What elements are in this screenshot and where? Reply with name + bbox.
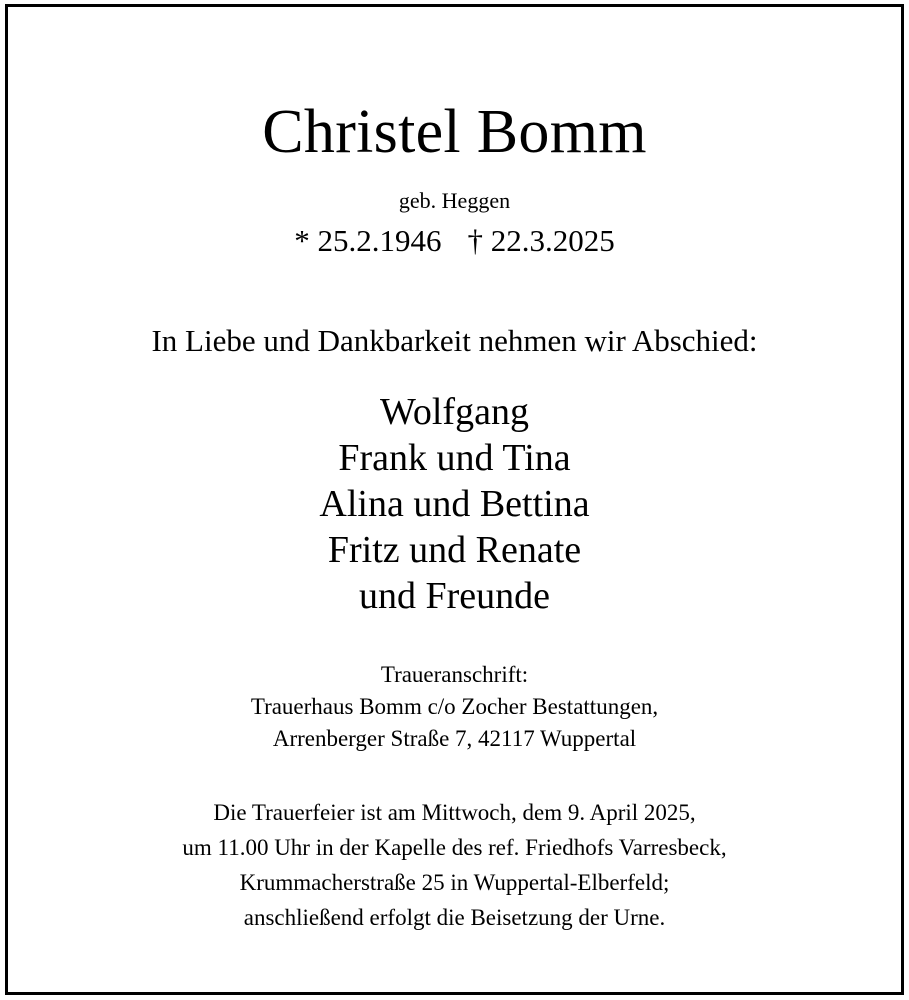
life-dates xyxy=(8,225,901,256)
service-line: um 11.00 Uhr in der Kapelle des ref. Friedhofs Varresbeck, xyxy=(182,835,727,860)
birth-date: * 25.2.1946 xyxy=(294,223,442,258)
service-line: Krummacherstraße 25 in Wuppertal-Elberfeld; xyxy=(239,870,670,895)
service-line: Die Trauerfeier ist am Mittwoch, dem 9. April 2025, xyxy=(213,800,696,825)
obituary-notice xyxy=(5,4,904,995)
mourner-name: und Freunde xyxy=(358,575,551,617)
maiden-name: geb. Heggen xyxy=(398,188,511,213)
address-line: Trauerhaus Bomm c/o Zocher Bestattungen, xyxy=(250,694,659,719)
service-line: anschließend erfolgt die Beisetzung der Urne. xyxy=(243,905,666,930)
deceased-name: Christel Bomm xyxy=(262,98,647,166)
address-line: Arrenberger Straße 7, 42117 Wuppertal xyxy=(272,726,637,751)
death-date: † 22.3.2025 xyxy=(467,223,615,258)
funeral-service-info xyxy=(8,795,901,935)
mourning-address xyxy=(8,659,901,755)
farewell-intro: In Liebe und Dankbarkeit nehmen wir Abschied: xyxy=(151,323,758,358)
mourner-name: Fritz und Renate xyxy=(327,529,582,571)
mourner-name: Wolfgang xyxy=(380,391,529,433)
mourner-name: Frank und Tina xyxy=(338,437,571,479)
mourner-name: Alina und Bettina xyxy=(319,483,590,525)
address-label: Traueranschrift: xyxy=(380,662,529,687)
mourners-list xyxy=(8,389,901,619)
